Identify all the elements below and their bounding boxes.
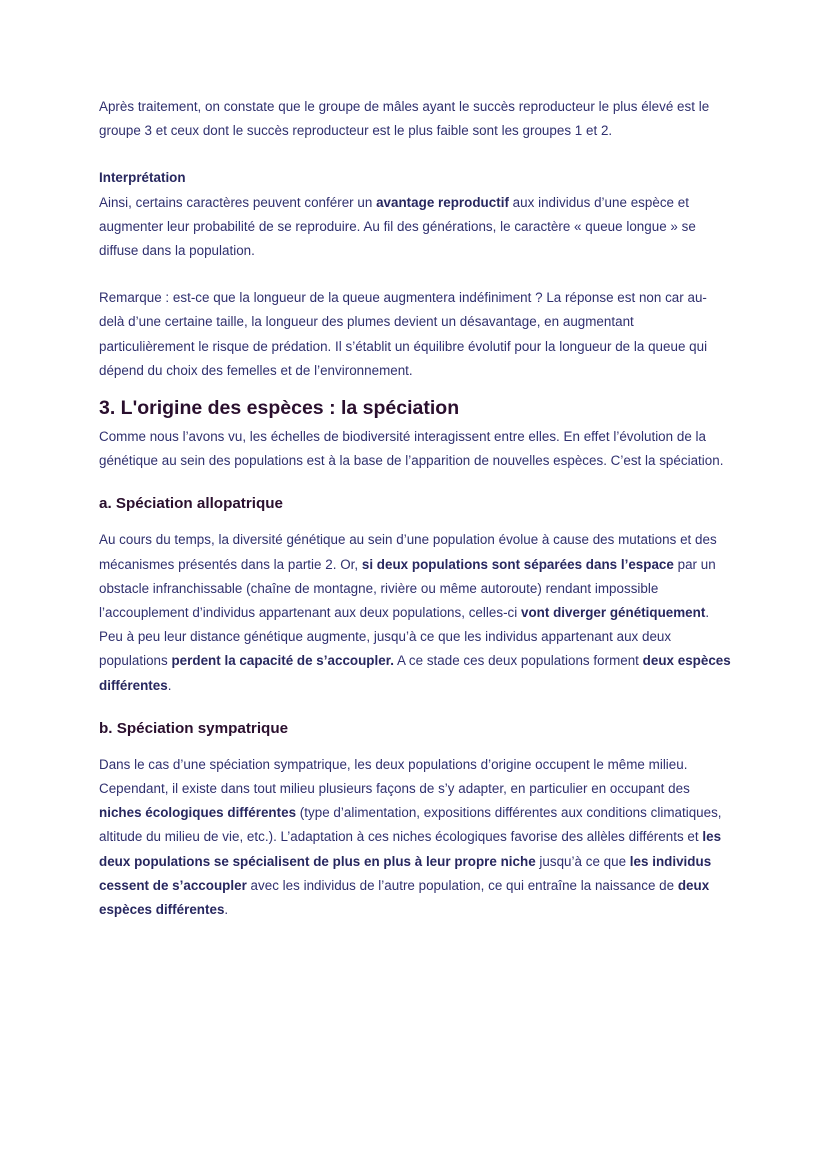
text-run: aux individus d’une espèce et augmenter leur probabilité de se reproduire. Au fil des générations, le caractère « queue longue » se diffuse dans la population.: [99, 194, 696, 259]
allopatrique-title: a. Spéciation allopatrique: [99, 495, 283, 513]
bold-run: si deux populations sont séparées dans l’espace: [361, 556, 674, 572]
bold-run: les individus cessent de s’accoupler: [99, 853, 712, 893]
bold-run: deux espèces différentes: [99, 653, 731, 693]
text-run: Ainsi, certains caractères peuvent conférer un: [99, 194, 377, 210]
text-run: .: [224, 902, 229, 918]
bold-run: perdent la capacité de s’accoupler.: [171, 653, 394, 669]
text-run: jusqu’à ce que: [535, 853, 630, 869]
sympatrique-title: b. Spéciation sympatrique: [99, 719, 289, 737]
paragraph-remarque: Remarque : est-ce que la longueur de la queue augmentera indéfiniment ? La réponse est non car au-delà d’une certaine taille, la longueur des plumes devient un désavantage, en augmentant particulièrement le risque de prédation. Il s’établit un équilibre évolutif pour la longueur de la queue qui dépend du choix des femelles et de l’environnement.: [99, 290, 708, 378]
text-run: . Peu à peu leur distance génétique augmente, jusqu’à ce que les individus appartenant aux deux populations: [99, 605, 710, 669]
bold-run: avantage reproductif: [376, 194, 509, 210]
paragraph-allopatrique: [99, 528, 731, 697]
text-run: .: [167, 677, 172, 693]
paragraph-speciation-intro: Comme nous l’avons vu, les échelles de biodiversité interagissent entre elles. En effet l’évolution de la génétique au sein des populations est à la base de l’apparition de nouvelles espèces. C’est la spéciation.: [99, 429, 724, 469]
text-run: A ce stade ces deux populations forment: [393, 653, 643, 669]
bold-run: vont diverger génétiquement: [521, 605, 706, 621]
paragraph-results: Après traitement, on constate que le groupe de mâles ayant le succès reproducteur le plus élevé est le groupe 3 et ceux dont le succès reproducteur est le plus faible sont les groupes 1 et 2.: [99, 99, 710, 139]
text-run: par un obstacle infranchissable (chaîne de montagne, rivière ou même autoroute) rendant impossible l’accouplement d’individus appartenant aux deux populations, celles-ci: [99, 556, 716, 621]
paragraph-interpretation: [99, 191, 731, 264]
text-run: avec les individus de l’autre population, ce qui entraîne la naissance de: [246, 877, 678, 893]
interpretation-heading: Interprétation: [99, 170, 186, 186]
text-run: (type d’alimentation, expositions différentes aux conditions climatiques, altitude du milieu de vie, etc.). L’adaptation à ces niches écologiques favorise des allèles différents et: [99, 805, 722, 845]
section-3-title: 3. L'origine des espèces : la spéciation: [99, 397, 460, 420]
text-run: Dans le cas d’une spéciation sympatrique, les deux populations d’origine occupent le même milieu. Cependant, il existe dans tout milieu plusieurs façons de s’y adapter, en particulier en occupant des: [99, 756, 690, 797]
document-page: [99, 95, 731, 922]
bold-run: les deux populations se spécialisent de plus en plus à leur propre niche: [99, 829, 722, 869]
bold-run: deux espèces différentes: [99, 877, 710, 918]
bold-run: niches écologiques différentes: [99, 805, 297, 821]
paragraph-sympatrique: [99, 753, 731, 922]
text-run: Au cours du temps, la diversité génétique au sein d’une population évolue à cause des mutations et des mécanismes présentés dans la partie 2. Or,: [99, 532, 717, 572]
